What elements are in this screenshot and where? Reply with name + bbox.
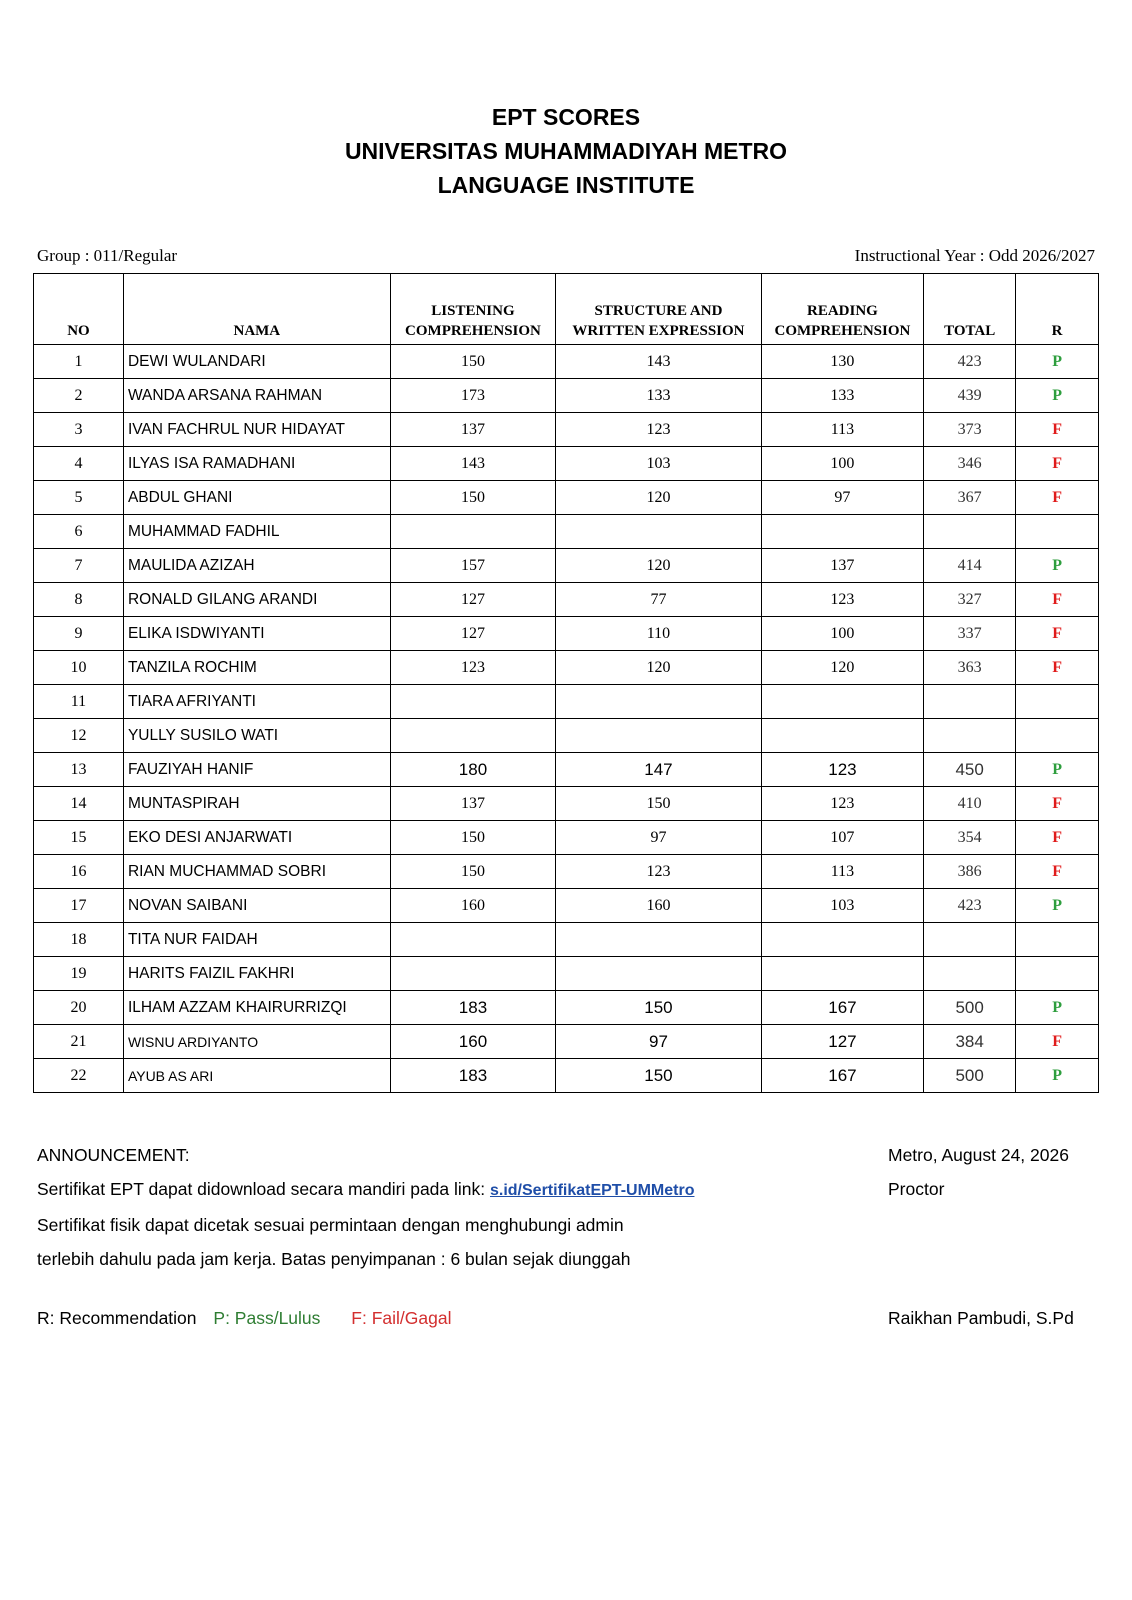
table-body — [34, 345, 1099, 1093]
cell-recommendation: F — [1016, 821, 1099, 855]
cell-total: 423 — [924, 889, 1016, 923]
table-row — [34, 651, 1099, 685]
cell-structure: 147 — [556, 753, 761, 787]
cell-name: ILYAS ISA RAMADHANI — [123, 447, 390, 481]
cell-recommendation: P — [1016, 549, 1099, 583]
meta-row — [37, 246, 1095, 270]
table-row — [34, 1025, 1099, 1059]
cell-total: 367 — [924, 481, 1016, 515]
cell-listening: 123 — [390, 651, 556, 685]
cell-no: 2 — [34, 379, 124, 413]
cell-recommendation: P — [1016, 889, 1099, 923]
cell-structure: 123 — [556, 855, 761, 889]
cell-total — [924, 685, 1016, 719]
cell-name: DEWI WULANDARI — [123, 345, 390, 379]
cell-recommendation: F — [1016, 651, 1099, 685]
cell-recommendation: F — [1016, 855, 1099, 889]
cell-no: 6 — [34, 515, 124, 549]
cell-recommendation: F — [1016, 583, 1099, 617]
cell-listening: 137 — [390, 413, 556, 447]
cell-structure — [556, 515, 761, 549]
cell-structure: 120 — [556, 651, 761, 685]
cell-total: 354 — [924, 821, 1016, 855]
cell-no: 19 — [34, 957, 124, 991]
cell-no: 13 — [34, 753, 124, 787]
cell-name: YULLY SUSILO WATI — [123, 719, 390, 753]
cell-structure — [556, 685, 761, 719]
cell-reading: 120 — [761, 651, 924, 685]
cell-reading: 137 — [761, 549, 924, 583]
institute-name: LANGUAGE INSTITUTE — [437, 172, 695, 198]
cell-name: HARITS FAIZIL FAKHRI — [123, 957, 390, 991]
cell-name: FAUZIYAH HANIF — [123, 753, 390, 787]
cell-reading: 133 — [761, 379, 924, 413]
table-row — [34, 515, 1099, 549]
table-row — [34, 889, 1099, 923]
cell-name: RIAN MUCHAMMAD SOBRI — [123, 855, 390, 889]
cell-structure: 150 — [556, 1059, 761, 1093]
table-row — [34, 583, 1099, 617]
header-structure: STRUCTURE AND WRITTEN EXPRESSION — [556, 274, 761, 345]
header-total: TOTAL — [924, 274, 1016, 345]
cell-structure: 120 — [556, 549, 761, 583]
table-row — [34, 719, 1099, 753]
cell-no: 8 — [34, 583, 124, 617]
cell-listening — [390, 719, 556, 753]
cell-recommendation — [1016, 685, 1099, 719]
cell-reading — [761, 957, 924, 991]
cell-no: 3 — [34, 413, 124, 447]
cell-name: MUHAMMAD FADHIL — [123, 515, 390, 549]
cell-reading — [761, 685, 924, 719]
cell-no: 21 — [34, 1025, 124, 1059]
cell-listening: 127 — [390, 617, 556, 651]
table-row — [34, 447, 1099, 481]
cell-structure: 97 — [556, 1025, 761, 1059]
cell-structure: 97 — [556, 821, 761, 855]
table-row — [34, 617, 1099, 651]
cell-total: 363 — [924, 651, 1016, 685]
cell-listening: 150 — [390, 345, 556, 379]
cell-recommendation: F — [1016, 1025, 1099, 1059]
cell-structure — [556, 923, 761, 957]
cell-no: 10 — [34, 651, 124, 685]
cell-listening — [390, 685, 556, 719]
table-row — [34, 481, 1099, 515]
header-reading: READING COMPREHENSION — [761, 274, 924, 345]
cell-structure: 160 — [556, 889, 761, 923]
signer-role: Proctor — [888, 1179, 945, 1199]
signature-block — [888, 1138, 1069, 1206]
place-date: Metro, August 24, 2026 — [888, 1145, 1069, 1165]
table-row — [34, 1059, 1099, 1093]
document-header — [0, 100, 1132, 202]
cell-reading: 103 — [761, 889, 924, 923]
cell-total: 500 — [924, 1059, 1016, 1093]
group-label: Group : 011/Regular — [37, 246, 178, 265]
cell-total: 423 — [924, 345, 1016, 379]
header-no: NO — [34, 274, 124, 345]
legend-pass: P: Pass/Lulus — [213, 1308, 321, 1328]
cell-structure: 120 — [556, 481, 761, 515]
cell-recommendation: F — [1016, 481, 1099, 515]
cell-structure: 110 — [556, 617, 761, 651]
table-row — [34, 787, 1099, 821]
table-row — [34, 821, 1099, 855]
cell-total: 373 — [924, 413, 1016, 447]
cell-name: TANZILA ROCHIM — [123, 651, 390, 685]
cell-structure: 150 — [556, 787, 761, 821]
cell-no: 14 — [34, 787, 124, 821]
legend-fail: F: Fail/Gagal — [351, 1308, 452, 1328]
cell-reading — [761, 923, 924, 957]
table-header-row — [34, 274, 1099, 345]
cell-recommendation: F — [1016, 617, 1099, 651]
cell-name: ABDUL GHANI — [123, 481, 390, 515]
cell-listening: 173 — [390, 379, 556, 413]
cell-listening: 150 — [390, 821, 556, 855]
cell-no: 7 — [34, 549, 124, 583]
cell-no: 15 — [34, 821, 124, 855]
cell-reading: 127 — [761, 1025, 924, 1059]
cell-total: 410 — [924, 787, 1016, 821]
cell-structure: 133 — [556, 379, 761, 413]
legend-recommendation: R: Recommendation — [37, 1308, 197, 1328]
cell-structure: 143 — [556, 345, 761, 379]
cell-total — [924, 719, 1016, 753]
cell-listening: 160 — [390, 1025, 556, 1059]
cell-listening: 150 — [390, 481, 556, 515]
university-name: UNIVERSITAS MUHAMMADIYAH METRO — [344, 138, 788, 164]
cell-no: 20 — [34, 991, 124, 1025]
table-row — [34, 549, 1099, 583]
cell-no: 12 — [34, 719, 124, 753]
cell-no: 1 — [34, 345, 124, 379]
cell-name: RONALD GILANG ARANDI — [123, 583, 390, 617]
cell-name: AYUB AS ARI — [123, 1059, 390, 1093]
cell-name: IVAN FACHRUL NUR HIDAYAT — [123, 413, 390, 447]
table-row — [34, 379, 1099, 413]
table-row — [34, 923, 1099, 957]
cell-total — [924, 923, 1016, 957]
cell-listening — [390, 957, 556, 991]
announcement-line-3: terlebih dahulu pada jam kerja. Batas penyimpanan : 6 bulan sejak diunggah — [37, 1249, 631, 1269]
cell-recommendation — [1016, 923, 1099, 957]
cell-reading: 107 — [761, 821, 924, 855]
table-row — [34, 855, 1099, 889]
cell-reading: 167 — [761, 991, 924, 1025]
announcement — [37, 1138, 694, 1276]
cell-listening: 127 — [390, 583, 556, 617]
announcement-line-1: Sertifikat EPT dapat didownload secara mandiri pada link: s.id/SertifikatEPT-UMMetro — [37, 1179, 695, 1199]
cell-reading: 130 — [761, 345, 924, 379]
cell-name: ELIKA ISDWIYANTI — [123, 617, 390, 651]
certificate-link[interactable]: s.id/SertifikatEPT-UMMetro — [489, 1182, 695, 1199]
cell-listening: 183 — [390, 1059, 556, 1093]
cell-no: 11 — [34, 685, 124, 719]
cell-listening: 137 — [390, 787, 556, 821]
cell-recommendation — [1016, 719, 1099, 753]
cell-recommendation: P — [1016, 345, 1099, 379]
cell-name: WANDA ARSANA RAHMAN — [123, 379, 390, 413]
cell-structure — [556, 719, 761, 753]
cell-listening: 183 — [390, 991, 556, 1025]
cell-recommendation: F — [1016, 447, 1099, 481]
cell-total: 327 — [924, 583, 1016, 617]
cell-no: 9 — [34, 617, 124, 651]
instructional-year: Instructional Year : Odd 2026/2027 — [854, 246, 1095, 265]
cell-reading — [761, 719, 924, 753]
cell-name: TITA NUR FAIDAH — [123, 923, 390, 957]
cell-name: NOVAN SAIBANI — [123, 889, 390, 923]
cell-total: 386 — [924, 855, 1016, 889]
cell-structure — [556, 957, 761, 991]
cell-recommendation: P — [1016, 991, 1099, 1025]
table-row — [34, 345, 1099, 379]
scores-table — [33, 273, 1099, 1093]
cell-listening: 150 — [390, 855, 556, 889]
cell-listening: 157 — [390, 549, 556, 583]
cell-recommendation: P — [1016, 1059, 1099, 1093]
cell-no: 4 — [34, 447, 124, 481]
cell-total: 414 — [924, 549, 1016, 583]
cell-no: 5 — [34, 481, 124, 515]
cell-total: 439 — [924, 379, 1016, 413]
cell-reading — [761, 515, 924, 549]
table-row — [34, 753, 1099, 787]
cell-reading: 123 — [761, 753, 924, 787]
cell-recommendation — [1016, 957, 1099, 991]
announcement-title: ANNOUNCEMENT: — [37, 1145, 190, 1165]
cell-structure: 77 — [556, 583, 761, 617]
cell-no: 16 — [34, 855, 124, 889]
cell-listening: 143 — [390, 447, 556, 481]
cell-total: 500 — [924, 991, 1016, 1025]
cell-reading: 113 — [761, 413, 924, 447]
cell-no: 17 — [34, 889, 124, 923]
cell-total — [924, 957, 1016, 991]
cell-listening: 160 — [390, 889, 556, 923]
header-recommendation: R — [1016, 274, 1099, 345]
cell-total — [924, 515, 1016, 549]
cell-name: WISNU ARDIYANTO — [123, 1025, 390, 1059]
cell-no: 18 — [34, 923, 124, 957]
document-title: EPT SCORES — [491, 104, 641, 130]
cell-listening: 180 — [390, 753, 556, 787]
cell-recommendation: P — [1016, 753, 1099, 787]
cell-recommendation — [1016, 515, 1099, 549]
cell-reading: 167 — [761, 1059, 924, 1093]
legend — [37, 1308, 451, 1329]
table-row — [34, 413, 1099, 447]
cell-total: 337 — [924, 617, 1016, 651]
cell-name: MUNTASPIRAH — [123, 787, 390, 821]
table-row — [34, 685, 1099, 719]
announcement-line-2: Sertifikat fisik dapat dicetak sesuai permintaan dengan menghubungi admin — [37, 1215, 624, 1235]
table-row — [34, 957, 1099, 991]
header-nama: NAMA — [123, 274, 390, 345]
cell-reading: 123 — [761, 583, 924, 617]
cell-name: TIARA AFRIYANTI — [123, 685, 390, 719]
cell-reading: 113 — [761, 855, 924, 889]
cell-listening — [390, 923, 556, 957]
cell-reading: 100 — [761, 617, 924, 651]
cell-listening — [390, 515, 556, 549]
cell-total: 450 — [924, 753, 1016, 787]
cell-no: 22 — [34, 1059, 124, 1093]
cell-reading: 97 — [761, 481, 924, 515]
header-listening: LISTENING COMPREHENSION — [390, 274, 556, 345]
table-row — [34, 991, 1099, 1025]
cell-recommendation: P — [1016, 379, 1099, 413]
cell-total: 346 — [924, 447, 1016, 481]
cell-name: EKO DESI ANJARWATI — [123, 821, 390, 855]
cell-structure: 150 — [556, 991, 761, 1025]
cell-recommendation: F — [1016, 413, 1099, 447]
cell-name: MAULIDA AZIZAH — [123, 549, 390, 583]
cell-name: ILHAM AZZAM KHAIRURRIZQI — [123, 991, 390, 1025]
cell-total: 384 — [924, 1025, 1016, 1059]
cell-recommendation: F — [1016, 787, 1099, 821]
cell-reading: 100 — [761, 447, 924, 481]
cell-structure: 103 — [556, 447, 761, 481]
cell-structure: 123 — [556, 413, 761, 447]
signer-name: Raikhan Pambudi, S.Pd — [888, 1308, 1074, 1328]
cell-reading: 123 — [761, 787, 924, 821]
